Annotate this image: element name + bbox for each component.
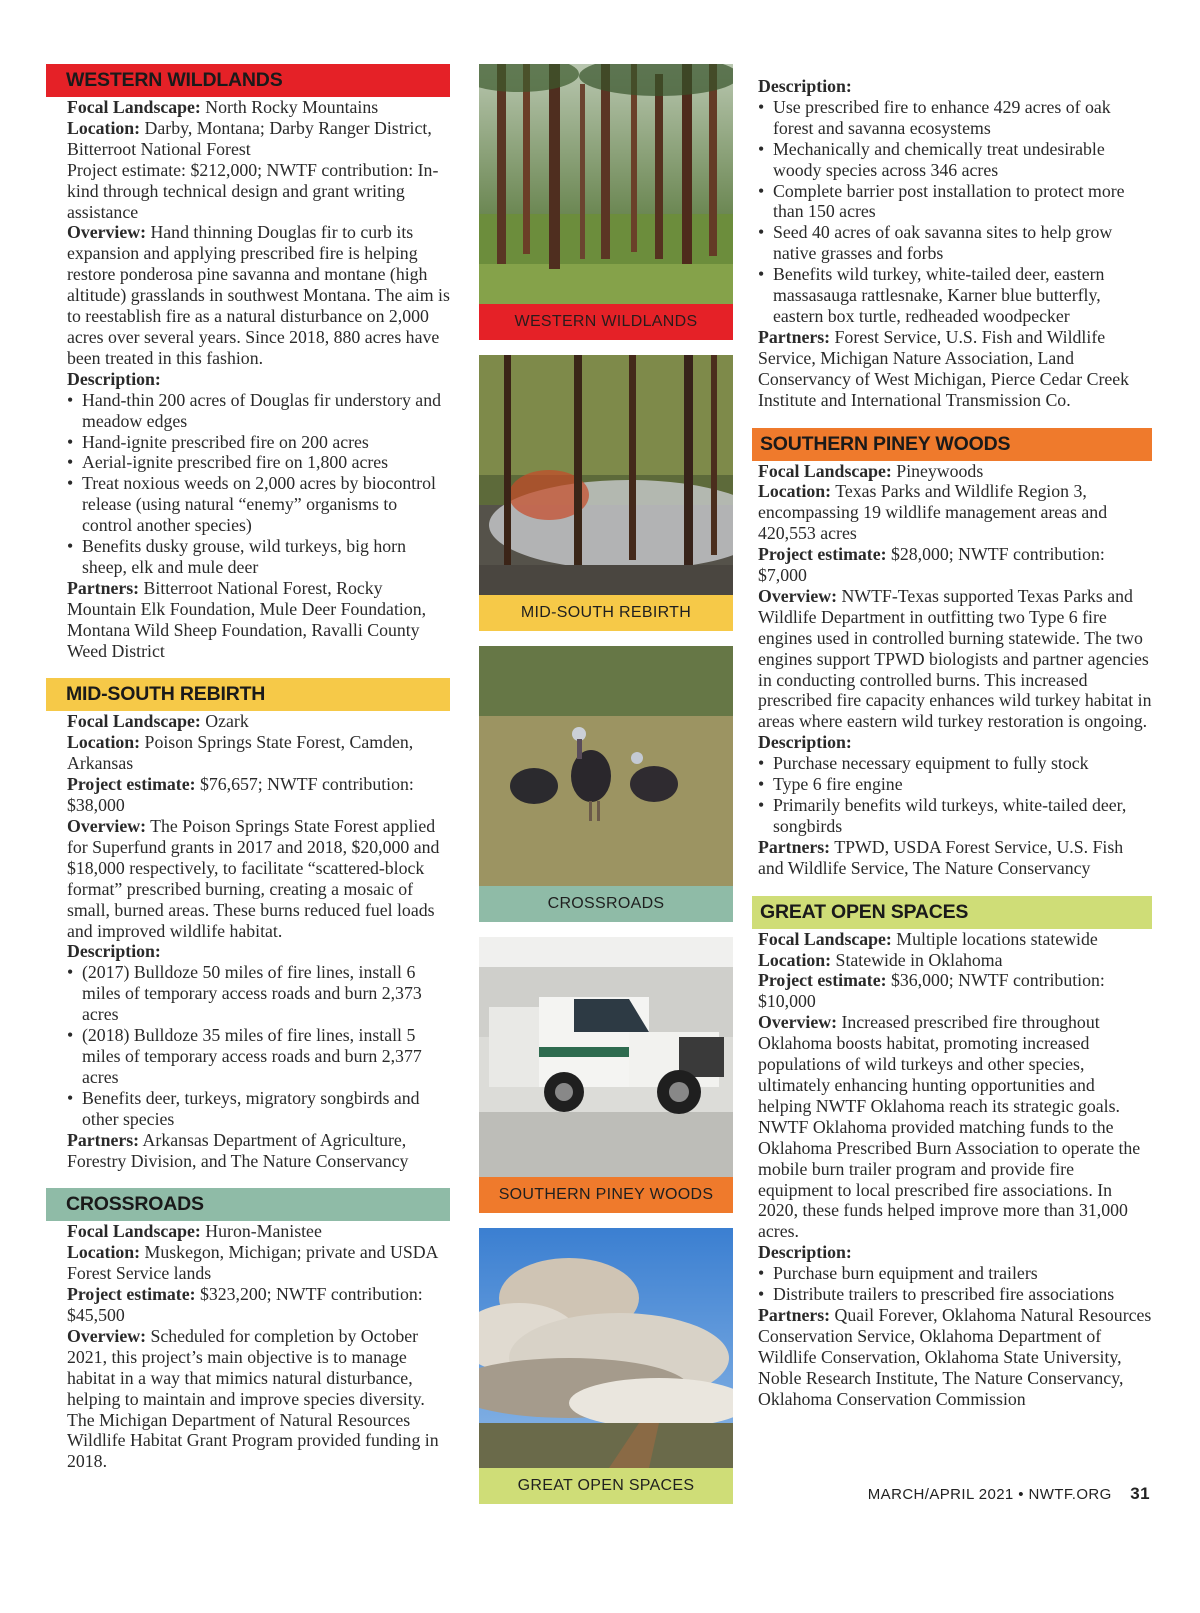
list-item: • Use prescribed fire to enhance 429 acres of oak forest and savanna ecosystems — [758, 97, 1152, 139]
list-item: • Treat noxious weeds on 2,000 acres by biocontrol release (using natural “enemy” organisms to control another species) — [67, 473, 450, 536]
description-label: Description: — [67, 941, 161, 962]
partners-label: Partners: — [758, 326, 831, 347]
section-body — [46, 1221, 450, 1472]
crossroads-section — [46, 1188, 450, 1472]
partners-text: Forest Service, U.S. Fish and Wildlife Service, Michigan Nature Association, Land Conservancy of West Michigan, Pierce Cedar Creek Institute and International Transmission Co. — [758, 326, 1130, 410]
issue-date: MARCH/APRIL 2021 — [867, 1486, 1014, 1503]
list-item: • Aerial-ignite prescribed fire on 1,800 acres — [67, 452, 450, 473]
overview-label: Overview: — [67, 1325, 146, 1346]
focal-landscape-label: Focal Landscape: — [758, 460, 892, 481]
focal-landscape-label: Focal Landscape: — [67, 711, 201, 732]
estimate-value: $28,000; NWTF contribution: $7,000 — [758, 544, 1105, 586]
overview-label: Overview: — [758, 585, 837, 606]
focal-landscape-label: Focal Landscape: — [67, 1221, 201, 1242]
fire-engine-truck-image — [479, 937, 733, 1177]
list-item: • (2017) Bulldoze 50 miles of fire lines, install 6 miles of temporary access roads and burn 2,373 acres — [67, 962, 450, 1025]
estimate-label: Project estimate: — [758, 544, 887, 565]
location-label: Location: — [67, 732, 141, 753]
location-value: Poison Springs State Forest, Camden, Arkansas — [67, 732, 414, 774]
list-item: • Mechanically and chemically treat undesirable woody species across 346 acres — [758, 139, 1152, 181]
right-column — [752, 76, 1152, 1409]
western-wildlands-section — [46, 64, 450, 661]
description-label: Description: — [67, 368, 161, 389]
page-number: 31 — [1130, 1484, 1150, 1503]
list-item: • Purchase necessary equipment to fully stock — [758, 753, 1152, 774]
focal-landscape-value: Huron-Manistee — [200, 1221, 322, 1242]
estimate-label: Project estimate: — [758, 970, 887, 991]
description-list — [758, 1263, 1152, 1305]
section-title: CROSSROADS — [46, 1188, 450, 1221]
description-label: Description: — [758, 1242, 852, 1263]
section-title: GREAT OPEN SPACES — [752, 896, 1152, 929]
estimate-value: $36,000; NWTF contribution: $10,000 — [758, 970, 1105, 1012]
section-body — [752, 461, 1152, 879]
location-value: Statewide in Oklahoma — [831, 949, 1003, 970]
focal-landscape-value: Ozark — [200, 711, 249, 732]
southern-piney-woods-section — [752, 428, 1152, 879]
photo-southern-piney-woods — [479, 937, 733, 1213]
photo-caption: WESTERN WILDLANDS — [479, 304, 733, 340]
photo-mid-south-rebirth — [479, 355, 733, 631]
list-item: • Benefits dusky grouse, wild turkeys, big horn sheep, elk and mule deer — [67, 536, 450, 578]
description-label: Description: — [758, 76, 852, 96]
description-list — [758, 97, 1152, 327]
focal-landscape-label: Focal Landscape: — [67, 97, 201, 117]
photo-crossroads — [479, 646, 733, 922]
list-item: • Hand-ignite prescribed fire on 200 acres — [67, 432, 450, 453]
great-open-spaces-section — [752, 896, 1152, 1410]
list-item: • Primarily benefits wild turkeys, white-tailed deer, songbirds — [758, 795, 1152, 837]
overview-text: Hand thinning Douglas fir to curb its expansion and applying prescribed fire is helping restore ponderosa pine savanna and montane (high altitude) grasslands in southwest Montana. The aim is to reestablish fire as a natural disturbance on 2,000 acres over several years. Since 2018, 880 acres have been treated in this fashion. — [67, 222, 450, 368]
controlled-burn-image — [479, 355, 733, 595]
page-footer — [868, 1484, 1150, 1504]
section-title: WESTERN WILDLANDS — [46, 64, 450, 97]
list-item: • Seed 40 acres of oak savanna sites to help grow native grasses and forbs — [758, 222, 1152, 264]
photo-column — [479, 64, 733, 1519]
partners-text: TPWD, USDA Forest Service, U.S. Fish and Wildlife Service, The Nature Conservancy — [758, 836, 1124, 878]
description-label: Description: — [758, 732, 852, 753]
photo-caption: GREAT OPEN SPACES — [479, 1468, 733, 1504]
description-list — [67, 390, 450, 578]
partners-label: Partners: — [67, 1129, 140, 1150]
focal-landscape-value: Multiple locations statewide — [891, 928, 1098, 949]
location-label: Location: — [67, 1242, 141, 1263]
focal-landscape-value: Pineywoods — [891, 460, 984, 481]
partners-text: Arkansas Department of Agriculture, Forestry Division, and The Nature Conservancy — [67, 1129, 409, 1171]
location-label: Location: — [758, 481, 832, 502]
list-item: • Distribute trailers to prescribed fire associations — [758, 1284, 1152, 1305]
location-label: Location: — [758, 949, 832, 970]
overview-text: NWTF-Texas supported Texas Parks and Wildlife Department in outfitting two Type 6 fire engines used in controlled burning statewide. The two engines support TPWD biologists and partner agencies in conducting controlled burns. This increased prescribed fire capacity enhances wild turkey habitat in areas where eastern wild turkey restoration is ongoing. — [758, 585, 1152, 732]
project-estimate: Project estimate: $212,000; NWTF contribution: In-kind through technical design and grant writing assistance — [67, 159, 439, 222]
description-list — [67, 962, 450, 1129]
location-value: Texas Parks and Wildlife Region 3, encompassing 19 wildlife management areas and 420,553 acres — [758, 481, 1108, 544]
partners-text: Bitterroot National Forest, Rocky Mountain Elk Foundation, Mule Deer Foundation, Montana Wild Sheep Foundation, Ravalli County Weed District — [67, 577, 427, 661]
left-column — [46, 64, 450, 1472]
list-item: • Hand-thin 200 acres of Douglas fir understory and meadow edges — [67, 390, 450, 432]
estimate-label: Project estimate: — [67, 774, 196, 795]
overview-text: Scheduled for completion by October 2021, this project’s main objective is to manage habitat in a way that mimics natural disturbance, helping to maintain and improve species diversity. The Michigan Department of Natural Resources Wildlife Habitat Grant Program provided funding in 2018. — [67, 1325, 439, 1472]
footer-separator: • — [1018, 1486, 1024, 1503]
photo-western-wildlands — [479, 64, 733, 340]
section-body — [46, 97, 450, 661]
list-item: • (2018) Bulldoze 35 miles of fire lines, install 5 miles of temporary access roads and burn 2,377 acres — [67, 1025, 450, 1088]
list-item: • Benefits deer, turkeys, migratory songbirds and other species — [67, 1088, 450, 1130]
section-body — [46, 711, 450, 1171]
estimate-value: $323,200; NWTF contribution: $45,500 — [67, 1284, 423, 1326]
mid-south-rebirth-section — [46, 678, 450, 1171]
estimate-value: $76,657; NWTF contribution: $38,000 — [67, 774, 414, 816]
description-list — [758, 753, 1152, 837]
focal-landscape-label: Focal Landscape: — [758, 928, 892, 949]
overview-label: Overview: — [758, 1012, 837, 1033]
location-value: Darby, Montana; Darby Ranger District, Bitterroot National Forest — [67, 117, 432, 159]
partners-text: Quail Forever, Oklahoma Natural Resources Conservation Service, Oklahoma Department of Wildlife Conservation, Oklahoma State University, Noble Research Institute, The Nature Conservancy, Oklahoma Conservation Commission — [758, 1304, 1152, 1409]
partners-label: Partners: — [67, 577, 140, 598]
overview-label: Overview: — [67, 816, 146, 836]
photo-caption: CROSSROADS — [479, 886, 733, 922]
overview-text: The Poison Springs State Forest applied for Superfund grants in 2017 and 2018, $20,000 and $18,000 respectively, to facilitate “scattered-block format” prescribed burning, creating a mosaic of small, burned areas. These burns reduced fuel loads and improved wildlife habitat. — [67, 816, 440, 941]
section-title: MID-SOUTH REBIRTH — [46, 678, 450, 711]
location-value: Muskegon, Michigan; private and USDA Forest Service lands — [67, 1242, 438, 1284]
list-item: • Benefits wild turkey, white-tailed deer, eastern massasauga rattlesnake, Karner blue butterfly, eastern box turtle, redheaded woodpecker — [758, 264, 1152, 327]
photo-great-open-spaces — [479, 1228, 733, 1504]
crossroads-continued — [752, 76, 1152, 411]
website: NWTF.ORG — [1028, 1486, 1112, 1503]
wild-turkeys-image — [479, 646, 733, 886]
list-item: • Complete barrier post installation to protect more than 150 acres — [758, 181, 1152, 223]
list-item: • Purchase burn equipment and trailers — [758, 1263, 1152, 1284]
partners-label: Partners: — [758, 1304, 831, 1325]
partners-label: Partners: — [758, 836, 831, 857]
list-item: • Type 6 fire engine — [758, 774, 1152, 795]
section-body — [752, 76, 1152, 411]
forest-image — [479, 64, 733, 304]
section-title: SOUTHERN PINEY WOODS — [752, 428, 1152, 461]
focal-landscape-value: North Rocky Mountains — [200, 97, 379, 117]
estimate-label: Project estimate: — [67, 1284, 196, 1305]
photo-caption: SOUTHERN PINEY WOODS — [479, 1177, 733, 1213]
overview-label: Overview: — [67, 222, 146, 243]
location-label: Location: — [67, 117, 141, 138]
overview-text: Increased prescribed fire throughout Oklahoma boosts habitat, promoting increased populations of wild turkeys and other species, ultimately enhancing hunting opportunities and helping NWTF Oklahoma reach its strategic goals. NWTF Oklahoma provided matching funds to the Oklahoma Prescribed Burn Association to operate the mobile burn trailer program and provide fire equipment to local prescribed fire associations. In 2020, these funds helped improve more than 31,000 acres. — [758, 1012, 1141, 1242]
section-body — [752, 929, 1152, 1410]
smoke-plume-image — [479, 1228, 733, 1468]
photo-caption: MID-SOUTH REBIRTH — [479, 595, 733, 631]
